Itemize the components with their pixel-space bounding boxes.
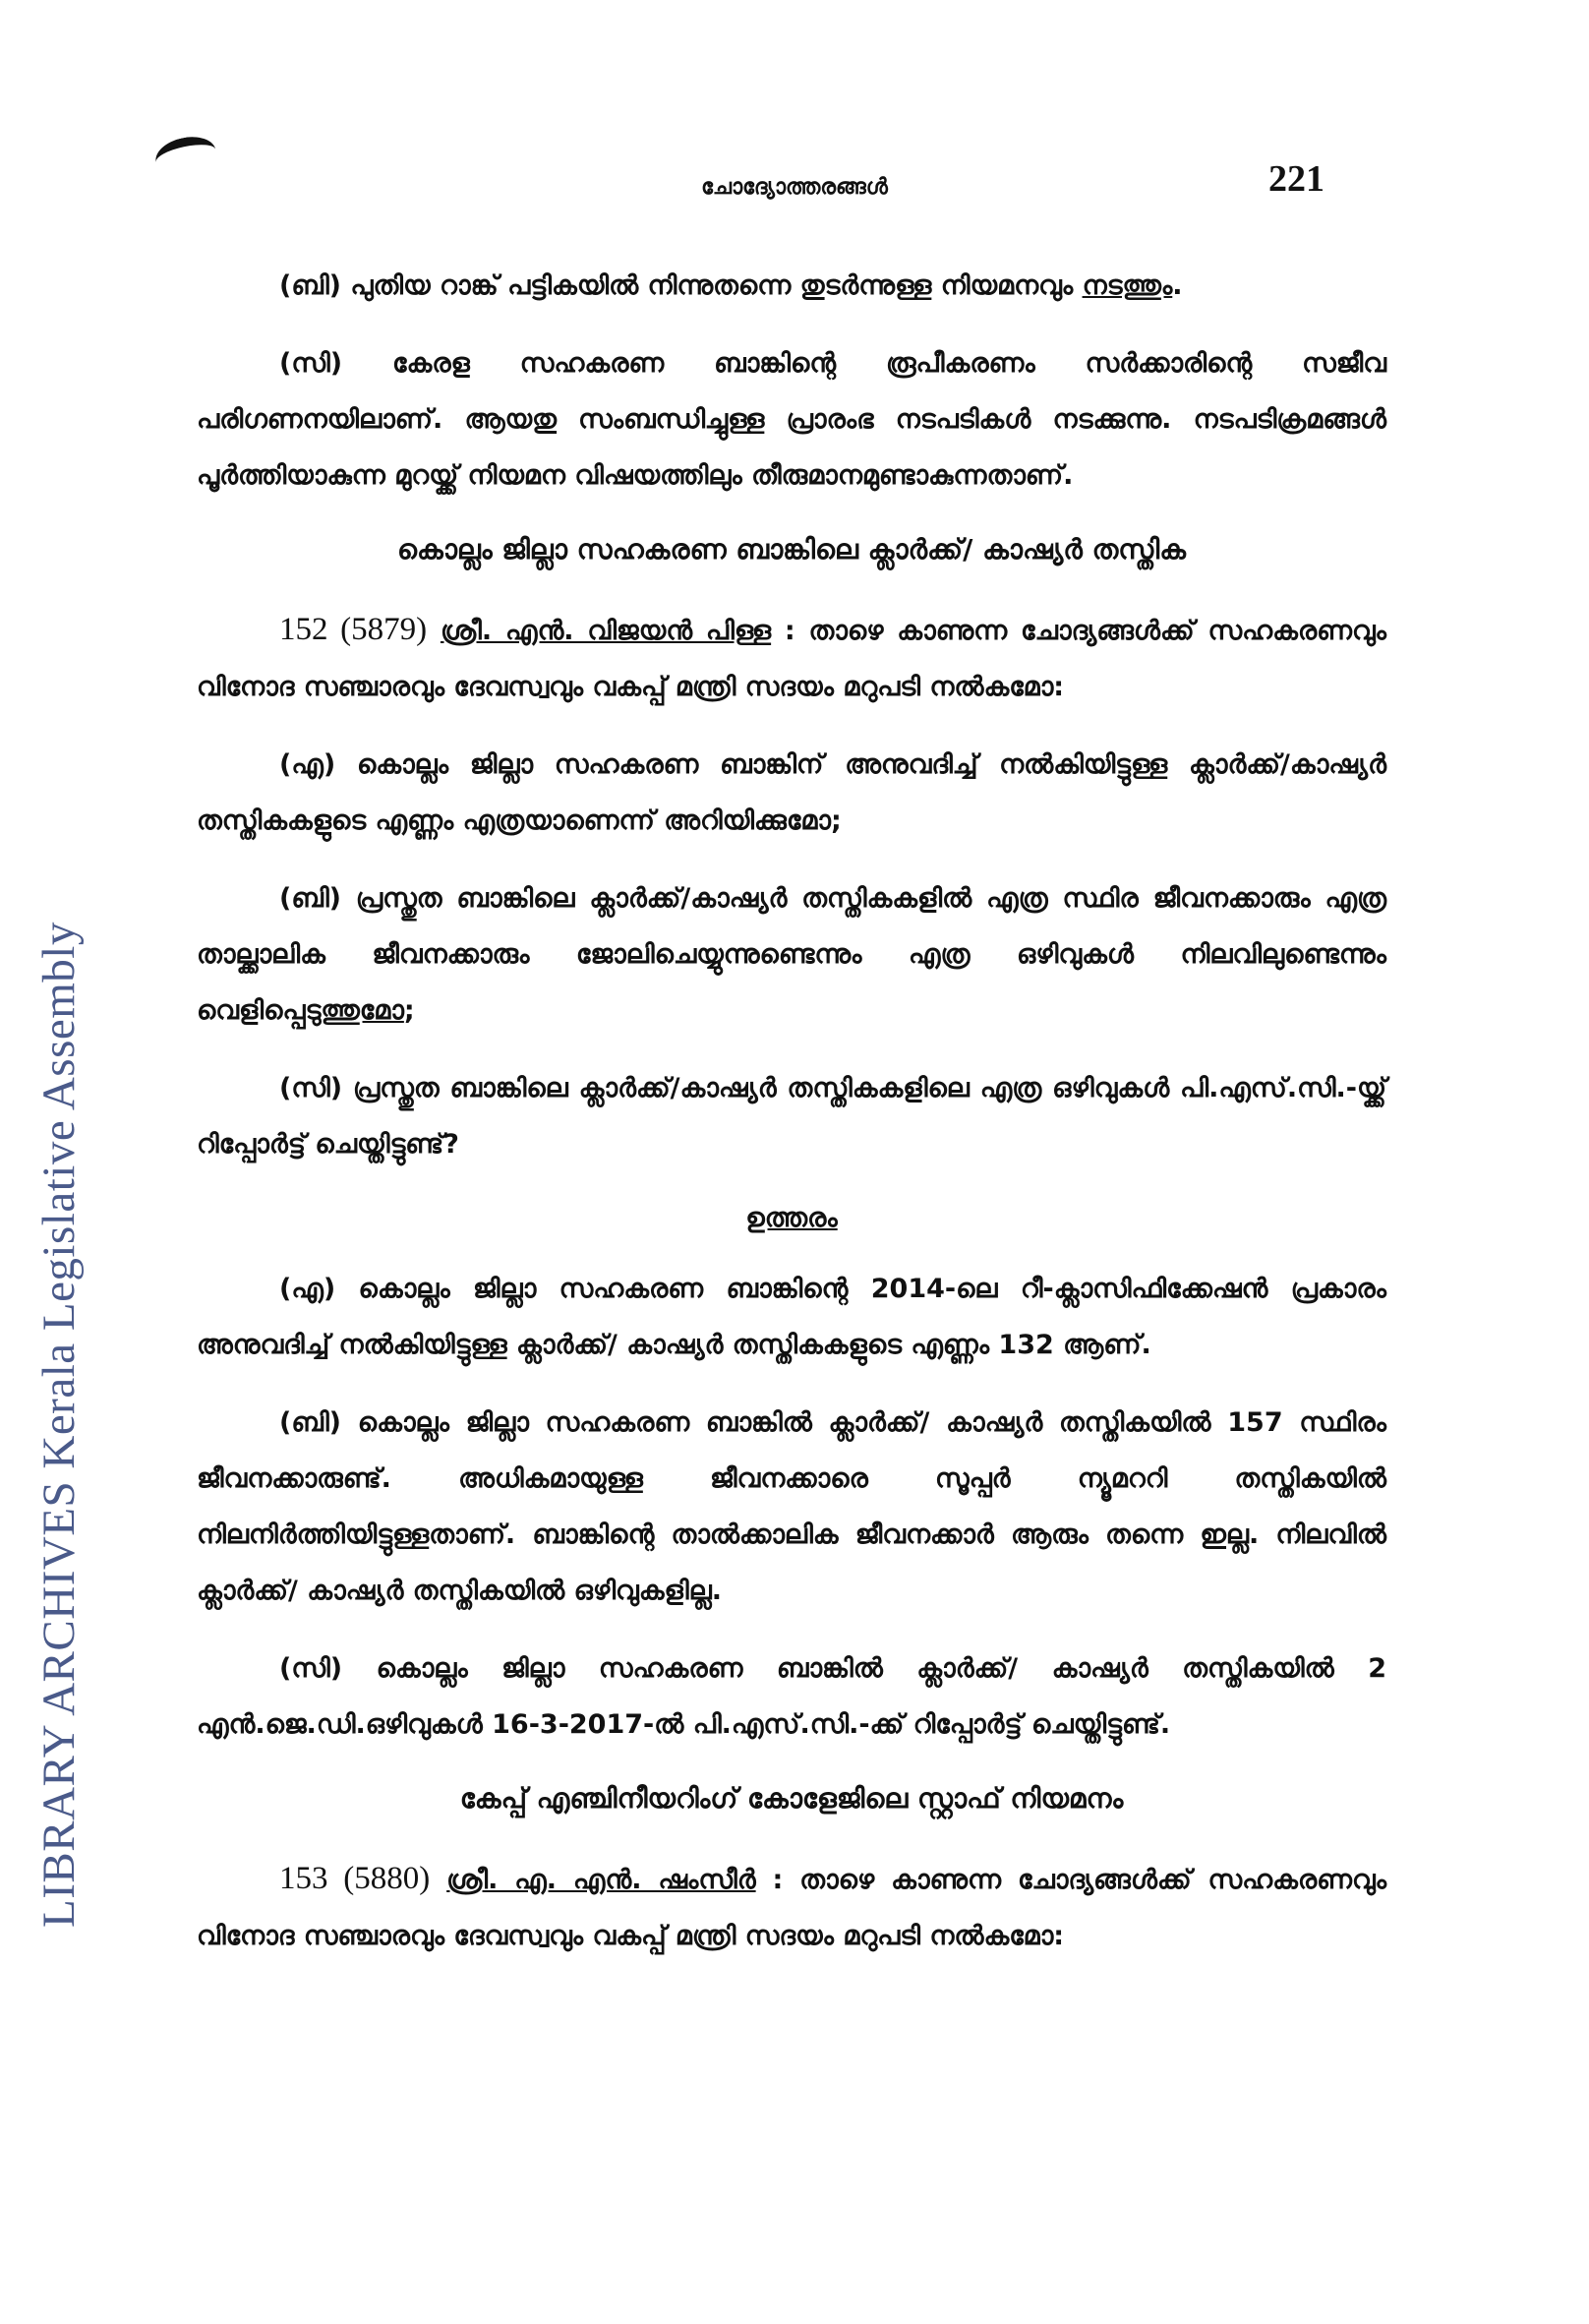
answer-heading: ഉത്തരം [745,1203,838,1233]
running-title: ചോദ്യോത്തരങ്ങൾ [701,175,888,200]
paragraph-b-prev: (ബി) പുതിയ റാങ്ക് പട്ടികയിൽ നിന്നുതന്നെ തുടർന്നുള്ള നിയമനവും നടത്തും. [279,270,1183,301]
question-152-c: (സി) പ്രസ്തുത ബാങ്കിലെ ക്ലാർക്ക്/കാഷ്യർ തസ്തികകളിലെ എത്ര ഒഴിവുകൾ പി.എസ്.സി.-യ്ക്ക് റിപ്പോർട്ട് ചെയ്തിട്ടുണ്ട്? [197,1073,1386,1160]
side-watermark: LIBRARY ARCHIVES Kerala Legislative Assembly [33,922,85,1928]
member-name: ശ്രീ. എൻ. വിജയൻ പിള്ള [440,616,772,646]
corner-mark [152,132,219,180]
paragraph-c-prev: (സി) കേരള സഹകരണ ബാങ്കിന്റെ രൂപീകരണം സർക്കാരിന്റെ സജീവ പരിഗണനയിലാണ്. ആയതു സംബന്ധിച്ചുള്ള പ്രാരംഭ നടപടികൾ നടക്കുന്നു. നടപടിക്രമങ്ങൾ പൂർത്തിയാകുന്ന മുറയ്ക്ക് നിയമന വിഷയത്തിലും തീരുമാനമുണ്ടാകുന്നതാണ്. [197,348,1386,491]
answer-152-b: (ബി) കൊല്ലം ജില്ലാ സഹകരണ ബാങ്കിൽ ക്ലാർക്ക്/ കാഷ്യർ തസ്തികയിൽ 157 സ്ഥിരം ജീവനക്കാരുണ്ട്. അധികമായുള്ള ജീവനക്കാരെ സൂപ്പർ ന്യൂമററി തസ്തികയിൽ നിലനിർത്തിയിട്ടുള്ളതാണ്. ബാങ്കിന്റെ താൽക്കാലിക ജീവനക്കാർ ആരും തന്നെ ഇല്ല. നിലവിൽ ക്ലാർക്ക്/ കാഷ്യർ തസ്തികയിൽ ഒഴിവുകളില്ല. [197,1407,1386,1606]
answer-152-c: (സി) കൊല്ലം ജില്ലാ സഹകരണ ബാങ്കിൽ ക്ലാർക്ക്/ കാഷ്യർ തസ്തികയിൽ 2 എൻ.ജെ.ഡി.ഒഴിവുകൾ 16-3-2017-ൽ പി.എസ്.സി.-ക്ക് റിപ്പോർട്ട് ചെയ്തിട്ടുണ്ട്. [197,1653,1386,1740]
page-body [197,258,1386,1986]
question-153-heading: കേപ്പ് എഞ്ചിനീയറിംഗ് കോളേജിലെ സ്റ്റാഫ് നിയമനം [459,1782,1124,1815]
question-152-a: (എ) കൊല്ലം ജില്ലാ സഹകരണ ബാങ്കിന് അനുവദിച്ച് നൽകിയിട്ടുള്ള ക്ലാർക്ക്/കാഷ്യർ തസ്തികകളുടെ എണ്ണം എത്രയാണെന്ന് അറിയിക്കുമോ; [197,749,1386,836]
answer-152-a: (എ) കൊല്ലം ജില്ലാ സഹകരണ ബാങ്കിന്റെ 2014-ലെ റീ-ക്ലാസിഫിക്കേഷൻ പ്രകാരം അനുവദിച്ച് നൽകിയിട്ടുള്ള ക്ലാർക്ക്/ കാഷ്യർ തസ്തികകളുടെ എണ്ണം 132 ആണ്. [197,1274,1386,1360]
question-152-b: (ബി) പ്രസ്തുത ബാങ്കിലെ ക്ലാർക്ക്/കാഷ്യർ തസ്തികകളിൽ എത്ര സ്ഥിര ജീവനക്കാരും എത്ര താല്ക്കാലിക ജീവനക്കാരും ജോലിചെയ്യുന്നുണ്ടെന്നും എത്ര ഒഴിവുകൾ നിലവിലുണ്ടെന്നും വെളിപ്പെടുത്തുമോ; [197,883,1386,1026]
question-number: 153 (5880) [279,1861,431,1896]
question-number: 152 (5879) [279,612,428,647]
page-number: 221 [1268,158,1324,200]
question-152-heading: കൊല്ലം ജില്ലാ സഹകരണ ബാങ്കിലെ ക്ലാർക്ക്/ കാഷ്യർ തസ്തിക [397,533,1186,566]
question-153-intro: 153 (5880) ശ്രീ. എ. എൻ. ഷംസീർ : താഴെ കാണുന്ന ചോദ്യങ്ങൾക്ക് സഹകരണവും വിനോദ സഞ്ചാരവും ദേവസ്വവും വകപ്പ് മന്ത്രി സദയം മറുപടി നൽകമോ: [197,1861,1387,1951]
member-name: ശ്രീ. എ. എൻ. ഷംസീർ [446,1865,756,1895]
question-152-intro: 152 (5879) ശ്രീ. എൻ. വിജയൻ പിള്ള : താഴെ കാണുന്ന ചോദ്യങ്ങൾക്ക് സഹകരണവും വിനോദ സഞ്ചാരവും ദേവസ്വവും വകപ്പ് മന്ത്രി സദയം മറുപടി നൽകമോ: [197,612,1386,702]
